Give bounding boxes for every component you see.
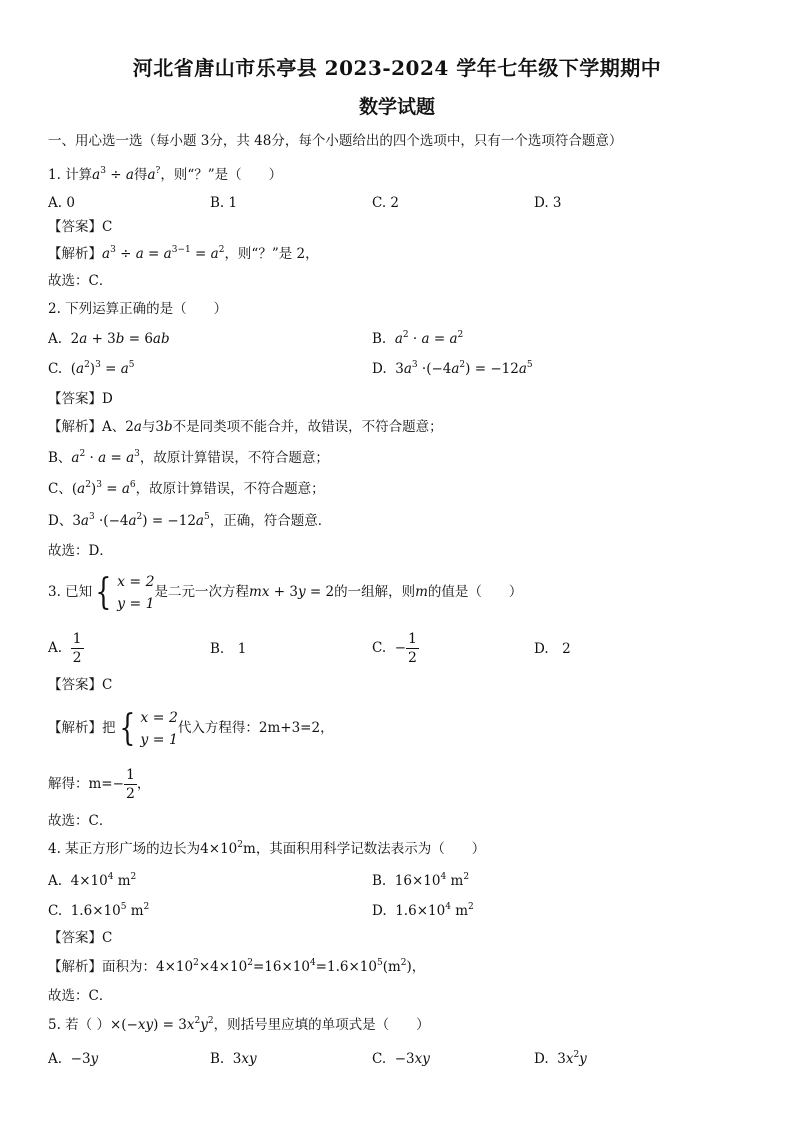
q3-answer: 【答案】C [48, 677, 113, 693]
q2-analysis-a: 【解析】A、2a与3b不是同类项不能合并，故错误，不符合题意； [48, 419, 443, 435]
q3-option-c: C. − $\frac{1}{2}$ [372, 631, 417, 666]
q1-option-a: A. 0 [48, 195, 75, 211]
q2-choose: 故选：D． [48, 543, 113, 559]
fraction: $\frac{1}{2}$ [125, 767, 135, 802]
q4-option-c: C. $1.6\times 10^5$ $m^2$ [48, 902, 150, 919]
q5-option-a: A. −3y [48, 1051, 99, 1067]
q3-equation-system: { x = 2 y = 1 [118, 707, 178, 749]
q4-option-d: D. $1.6\times 10^4$ $m^2$ [372, 902, 474, 919]
q2-analysis-c: C、$(a^2)^3 = a^6$，故原计算错误，不符合题意； [48, 480, 325, 497]
q2-answer: 【答案】D [48, 391, 113, 407]
q5-stem: 5. 若（ ）$\times(-xy) = 3x^2y^2$，则括号里应填的单项式是（ ） [48, 1016, 430, 1033]
page-title: 河北省唐山市乐亭县 2023-2024 学年七年级下学期期中 [132, 56, 662, 80]
q4-choose: 故选：C． [48, 988, 113, 1004]
q2-stem: 2. 下列运算正确的是（ ） [48, 301, 228, 317]
q2-option-c: C. $(a^2)^3 = a^5$ [48, 360, 135, 377]
fraction: $\frac{1}{2}$ [72, 631, 82, 666]
q1-option-d: D. 3 [534, 195, 562, 211]
q1-stem: 1. 计算$a^3 \div a$得a?，则“？”是（ ） [48, 166, 283, 183]
q3-option-a: A. $\frac{1}{2}$ [48, 631, 82, 666]
q4-analysis: 【解析】面积为：$4\times 10^2\times 4\times 10^2=16\times 10^4=1.6\times 10^5(m^2)$， [48, 958, 426, 975]
q3-analysis: 【解析】把 { x = 2 y = 1 代入方程得：2m+3=2， [48, 707, 334, 749]
q4-answer: 【答案】C [48, 930, 113, 946]
q3-option-d: D. 2 [534, 641, 571, 657]
q2-option-b: B. $a^2 \cdot a = a^2$ [372, 330, 464, 347]
q2-option-d: D. $3a^3 \cdot(-4a^2) = -12a^5$ [372, 360, 533, 377]
q2-analysis-d: D、$3a^3 \cdot(-4a^2) = -12a^5$，正确，符合题意． [48, 512, 332, 529]
section-intro: 一、用心选一选（每小题 3分，共 48分，每个小题给出的四个选项中，只有一个选项符合题意） [48, 133, 623, 149]
q5-option-d: D. $3x^2y$ [534, 1050, 587, 1067]
q3-solve: 解得：m=− $\frac{1}{2}$ ， [48, 767, 151, 802]
q3-choose: 故选：C． [48, 813, 113, 829]
q3-stem: 3. 已知 { x = 2 y = 1 是二元一次方程mx + 3y = 2的一组解，则m的值是（ ） [48, 571, 523, 613]
q1-option-b: B. 1 [210, 195, 238, 211]
q3-option-b: B. 1 [210, 641, 247, 657]
q3-equation-system: { x = 2 y = 1 [95, 571, 155, 613]
q1-option-c: C. 2 [372, 195, 400, 211]
q1-choose: 故选：C． [48, 273, 113, 289]
fraction: $\frac{1}{2}$ [408, 631, 417, 666]
q2-option-a: A. 2a + 3b = 6ab [48, 331, 170, 347]
q5-option-c: C. −3xy [372, 1051, 430, 1067]
q2-analysis-b: B、$a^2 \cdot a = a^3$，故原计算错误，不符合题意； [48, 449, 329, 466]
q4-stem: 4. 某正方形广场的边长为$4\times 10^2m$，其面积用科学记数法表示为（ ） [48, 840, 486, 857]
q4-option-b: B. $16\times 10^4$ $m^2$ [372, 872, 470, 889]
q1-analysis: 【解析】$a^3 \div a = a^{3-1} = a^2$，则“？”是 2， [48, 245, 319, 262]
q1-answer: 【答案】C [48, 219, 113, 235]
page-subtitle: 数学试题 [358, 96, 435, 118]
q4-option-a: A. $4\times 10^4$ $m^2$ [48, 872, 137, 889]
q5-option-b: B. 3xy [210, 1051, 257, 1067]
